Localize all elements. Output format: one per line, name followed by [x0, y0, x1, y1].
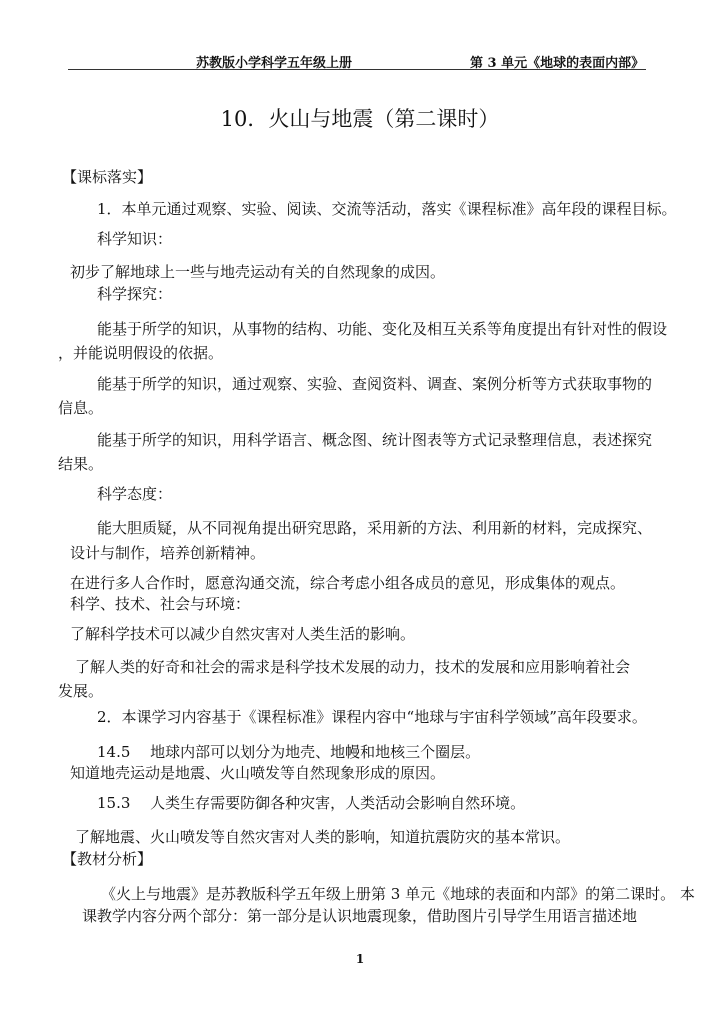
subheading: 科学态度： — [97, 485, 173, 503]
section-heading: 【教材分析】 — [62, 850, 153, 868]
header-left: 苏教版小学科学五年级上册 — [196, 56, 353, 71]
paragraph-line: 能基于所学的知识，从事物的结构、功能、变化及相互关系等角度提出有针对性的假设 — [97, 320, 668, 338]
paragraph-line: ，并能说明假设的依据。 — [58, 344, 224, 362]
paragraph-line: 发展。 — [58, 682, 104, 700]
subheading: 科学探究： — [97, 285, 173, 303]
paragraph-line: 15.3 人类生存需要防御各种灾害，人类活动会影响自然环境。 — [97, 794, 526, 812]
paragraph-line: 1．本单元通过观察、实验、阅读、交流等活动，落实《课程标准》高年段的课程目标。 — [97, 200, 677, 218]
paragraph-line: 2．本课学习内容基于《课程标准》课程内容中“地球与宇宙科学领域”高年段要求。 — [97, 708, 647, 726]
paragraph-line: 初步了解地球上一些与地壳运动有关的自然现象的成因。 — [70, 263, 446, 281]
paragraph-line: 在进行多人合作时，愿意沟通交流，综合考虑小组各成员的意见，形成集体的观点。 — [70, 574, 626, 592]
paragraph-line: 了解人类的好奇和社会的需求是科学技术发展的动力，技术的发展和应用影响着社会 — [75, 658, 631, 676]
paragraph-line: 了解地震、火山喷发等自然灾害对人类的影响，知道抗震防灾的基本常识。 — [75, 828, 571, 846]
header-right: 第 3 单元《地球的表面内部》 — [470, 56, 645, 71]
paragraph-line: 信息。 — [58, 399, 104, 417]
subheading: 科学、技术、社会与环境： — [70, 595, 251, 613]
header-rule — [68, 69, 646, 70]
paragraph-line: 知道地壳运动是地震、火山喷发等自然现象形成的原因。 — [70, 764, 446, 782]
paragraph-line: 能大胆质疑，从不同视角提出研究思路，采用新的方法、利用新的材料，完成探究、 — [97, 519, 653, 537]
paragraph-line: 课教学内容分两个部分：第一部分是认识地震现象，借助图片引导学生用语言描述地 — [82, 907, 638, 925]
paragraph-line: 了解科学技术可以减少自然灾害对人类生活的影响。 — [70, 625, 416, 643]
paragraph-line: 能基于所学的知识，通过观察、实验、查阅资料、调查、案例分析等方式获取事物的 — [97, 375, 653, 393]
paragraph-line: 结果。 — [58, 455, 104, 473]
subheading: 科学知识： — [97, 230, 173, 248]
paragraph-line: 《火上与地震》是苏教版科学五年级上册第 3 单元《地球的表面和内部》的第二课时。 本 — [101, 885, 695, 903]
page-number: 1 — [355, 952, 365, 966]
page-title: 10．火山与地震（第二课时） — [220, 107, 500, 131]
paragraph-line: 能基于所学的知识，用科学语言、概念图、统计图表等方式记录整理信息，表述探究 — [97, 431, 653, 449]
section-heading: 【课标落实】 — [62, 168, 153, 186]
paragraph-line: 设计与制作，培养创新精神。 — [70, 544, 266, 562]
paragraph-line: 14.5 地球内部可以划分为地壳、地幔和地核三个圈层。 — [97, 743, 481, 761]
